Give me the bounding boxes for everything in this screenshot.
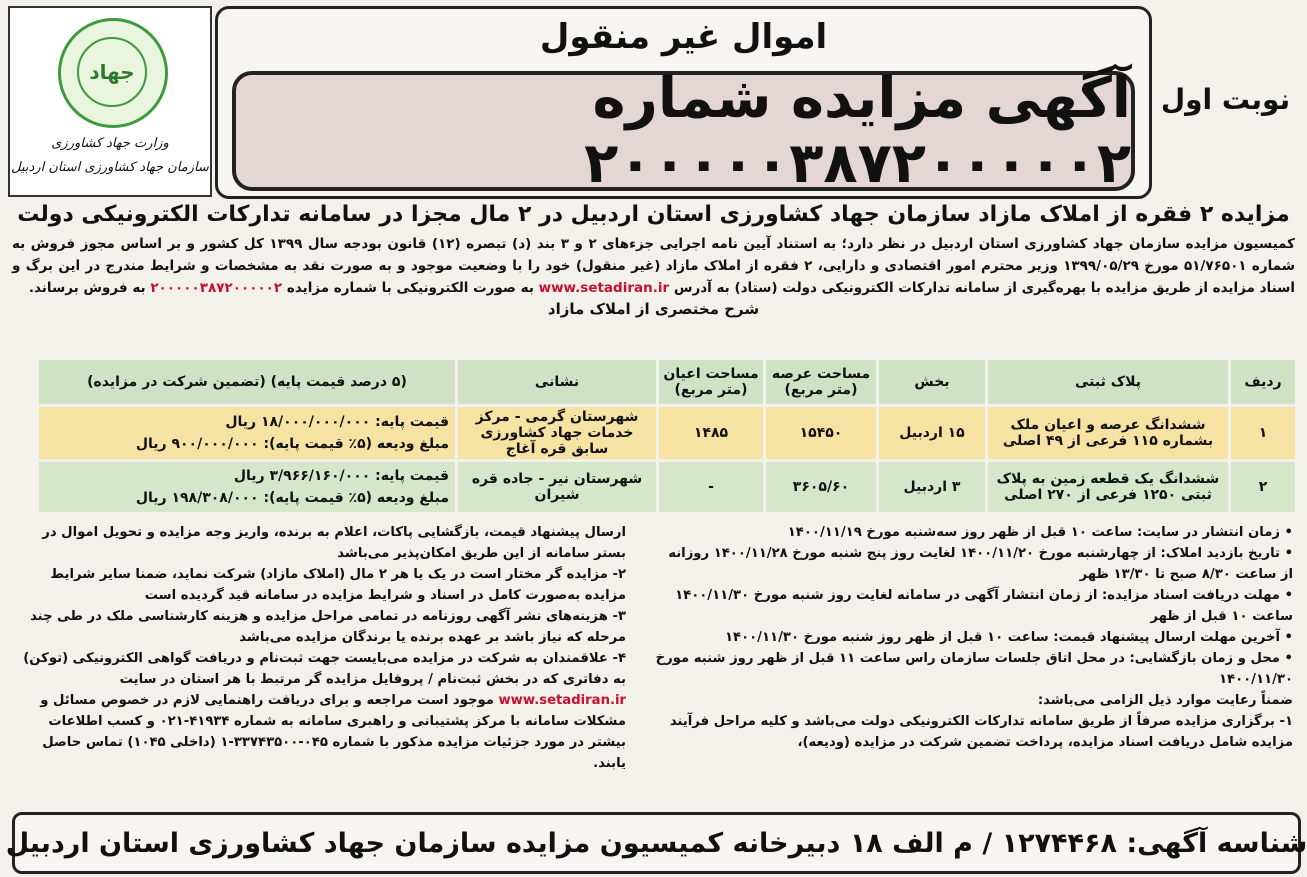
base-price: قیمت پایه: ۱۸/۰۰۰/۰۰۰/۰۰۰ ریال bbox=[225, 414, 449, 430]
intro-part1: کمیسیون مزایده سازمان جهاد کشاورزی استان اردبیل در نظر دارد؛ به استناد آیین نامه اجرایی جزءهای ۲ و ۳ بند (د) تبصره (۱۲) قانون بودجه سال ۱۳۹۹ کل کشور و بر اساس مجوز فروش به شماره ۵۱/۷۶۵۰۱ مورخ ۱۳۹۹/۰۵/۲۹ وزیر محترم امور اقتصادی و دارایی، ۲ فقره از املاک مازاد (غیر منقول) خود را با وضعیت موجود و به صورت نقد به مشخصات و شرایط مندرج در این برگ و اسناد مزایده از طریق مزایده با بهره‌گیری از سامانه تدارکات الکترونیکی دولت (ستاد) به آدرس bbox=[12, 236, 1296, 296]
cell-plaque: ششدانگ یک قطعه زمین به پلاک ثبتی ۱۲۵۰ فرعی از ۲۷۰ اصلی bbox=[988, 462, 1228, 512]
col-row: ردیف bbox=[1231, 360, 1295, 404]
cell-land-area: ۳۶۰۵/۶۰ bbox=[766, 462, 876, 512]
col-district: بخش bbox=[879, 360, 985, 404]
footer: شناسه آگهی: ۱۲۷۴۴۶۸ / م الف ۱۸ دبیرخانه کمیسیون مزایده سازمان جهاد کشاورزی استان اردبیل bbox=[12, 812, 1301, 874]
header-box bbox=[215, 6, 1152, 199]
cell-price bbox=[39, 407, 455, 459]
schedule-item: • مهلت دریافت اسناد مزایده: از زمان انتشار آگهی در سامانه لغایت روز شنبه مورخ ۱۴۰۰/۱۱/۳۰ ساعت ۱۰ قبل از ظهر bbox=[675, 588, 1293, 624]
cell-row: ۲ bbox=[1231, 462, 1295, 512]
schedule-item: ضمناً رعایت موارد ذیل الزامی می‌باشد: bbox=[1037, 693, 1293, 708]
table-header-row bbox=[39, 360, 1295, 404]
summary-heading: شرح مختصری از املاک مازاد bbox=[547, 300, 760, 318]
cell-address: شهرستان گرمی - مرکز خدمات جهاد کشاورزی سابق قره آغاج bbox=[458, 407, 656, 459]
ministry-emblem-icon bbox=[58, 18, 168, 128]
cell-address: شهرستان نیر - جاده قره شیران bbox=[458, 462, 656, 512]
round-label: نوبت اول bbox=[1160, 83, 1291, 116]
condition-item: ارسال پیشنهاد قیمت، بازگشایی پاکات، اعلام به برنده، واریز وجه مزایده و تحویل اموال در بستر سامانه از این طریق امکان‌پذیر می‌باشد bbox=[42, 525, 626, 561]
section-title: اموال غیر منقول bbox=[539, 17, 828, 57]
table-row bbox=[39, 407, 1295, 459]
condition-item: ۳- هزینه‌های نشر آگهی روزنامه در تمامی مراحل مزایده و هزینه کارشناسی ملک در طی چند مرحله که نیاز باشد بر عهده برنده یا برندگان مزایده می‌باشد bbox=[30, 609, 626, 645]
logo-org: سازمان جهاد کشاورزی استان اردبیل bbox=[11, 160, 209, 175]
table-row bbox=[39, 462, 1295, 512]
intro-part3: به فروش برساند. bbox=[28, 280, 146, 296]
col-price: (۵ درصد قیمت پایه) (تضمین شرکت در مزایده) bbox=[39, 360, 455, 404]
col-plaque: پلاک ثبتی bbox=[988, 360, 1228, 404]
cell-building-area: - bbox=[659, 462, 763, 512]
intro-auction-number: ۲۰۰۰۰۰۳۸۷۲۰۰۰۰۰۲ bbox=[150, 280, 283, 296]
col-address: نشانی bbox=[458, 360, 656, 404]
headline: مزایده ۲ فقره از املاک مازاد سازمان جهاد کشاورزی استان اردبیل در ۲ مال مجزا در سامانه تدارکات الکترونیکی دولت bbox=[17, 202, 1290, 227]
condition-item: ۲- مزایده گر مختار است در یک یا هر ۲ مال (املاک مازاد) شرکت نماید، ضمنا سایر شرایط مزایده به‌صورت کامل در اسناد و شرایط مزایده در سامانه قید گردیده است bbox=[50, 567, 626, 603]
deposit: مبلغ ودیعه (۵٪ قیمت پایه): ۹۰۰/۰۰۰/۰۰۰ ریال bbox=[135, 436, 449, 452]
schedule-item: • محل و زمان بازگشایی: در محل اتاق جلسات سازمان راس ساعت ۱۱ قبل از ظهر روز شنبه مورخ ۱۴۰۰/۱۱/۳۰ bbox=[655, 651, 1293, 687]
col-building-area: مساحت اعیان (متر مربع) bbox=[659, 360, 763, 404]
emblem-text: جهاد bbox=[77, 37, 147, 107]
schedule-column bbox=[653, 522, 1293, 753]
cell-row: ۱ bbox=[1231, 407, 1295, 459]
notice-title: آگهی مزایده شماره ۲۰۰۰۰۰۳۸۷۲۰۰۰۰۰۲ bbox=[232, 71, 1135, 191]
schedule-item: ۱- برگزاری مزایده صرفاً از طریق سامانه تدارکات الکترونیکی دولت می‌باشد و کلیه مراحل فرآیند مزایده شامل دریافت اسناد مزایده، پرداخت تضمین شرکت در مزایده (ودیعه)، bbox=[669, 714, 1293, 750]
condition-item bbox=[14, 648, 626, 774]
logo-ministry: وزارت جهاد کشاورزی bbox=[51, 136, 169, 151]
logo bbox=[8, 6, 212, 197]
cell-plaque: ششدانگ عرصه و اعیان ملک بشماره ۱۱۵ فرعی از ۴۹ اصلی bbox=[988, 407, 1228, 459]
cell-district: ۳ اردبیل bbox=[879, 462, 985, 512]
cell-price bbox=[39, 462, 455, 512]
col-land-area: مساحت عرصه (متر مربع) bbox=[766, 360, 876, 404]
condition-4-text: ۴- علاقمندان به شرکت در مزایده می‌بایست جهت ثبت‌نام و دریافت گواهی الکترونیکی (توکن) به دفاتری که در بخش ثبت‌نام / پروفایل مزایده گر مرتبط با هر استان در سایت bbox=[23, 651, 626, 687]
cell-building-area: ۱۴۸۵ bbox=[659, 407, 763, 459]
conditions-column bbox=[14, 522, 626, 774]
intro-website-link[interactable]: www.setadiran.ir bbox=[538, 280, 670, 296]
conditions-website-link[interactable]: www.setadiran.ir bbox=[498, 693, 626, 708]
cell-district: ۱۵ اردبیل bbox=[879, 407, 985, 459]
schedule-item: • تاریخ بازدید املاک: از چهارشنبه مورخ ۱۴۰۰/۱۱/۲۰ لغایت روز پنج شنبه مورخ ۱۴۰۰/۱۱/۲۸ روزانه از ساعت ۸/۳۰ صبح تا ۱۳/۳۰ ظهر bbox=[668, 546, 1293, 582]
properties-table bbox=[36, 357, 1298, 515]
intro-paragraph bbox=[12, 233, 1295, 299]
condition-4-tail: موجود است مراجعه و برای دریافت راهنمایی لازم در خصوص مسائل و مشکلات سامانه با مرکز پشتیبانی و راهبری سامانه به شماره ۴۱۹۳۴-۰۲۱ و کسب اطلاعات بیشتر در مورد جزئیات مزایده مذکور با شماره ۰۴۵-۳۳۷۴۳۵۰۰-۱ (داخلی ۱۰۴۵) تماس حاصل یابند. bbox=[40, 693, 626, 771]
schedule-item: • زمان انتشار در سایت: ساعت ۱۰ قبل از ظهر روز سه‌شنبه مورخ ۱۴۰۰/۱۱/۱۹ bbox=[787, 525, 1293, 540]
cell-land-area: ۱۵۴۵۰ bbox=[766, 407, 876, 459]
deposit: مبلغ ودیعه (۵٪ قیمت پایه): ۱۹۸/۳۰۸/۰۰۰ ریال bbox=[135, 490, 449, 506]
schedule-item: • آخرین مهلت ارسال پیشنهاد قیمت: ساعت ۱۰ قبل از ظهر روز شنبه مورخ ۱۴۰۰/۱۱/۳۰ bbox=[724, 630, 1293, 645]
base-price: قیمت پایه: ۳/۹۶۶/۱۶۰/۰۰۰ ریال bbox=[233, 468, 449, 484]
intro-part2: به صورت الکترونیکی با شماره مزایده bbox=[286, 280, 534, 296]
